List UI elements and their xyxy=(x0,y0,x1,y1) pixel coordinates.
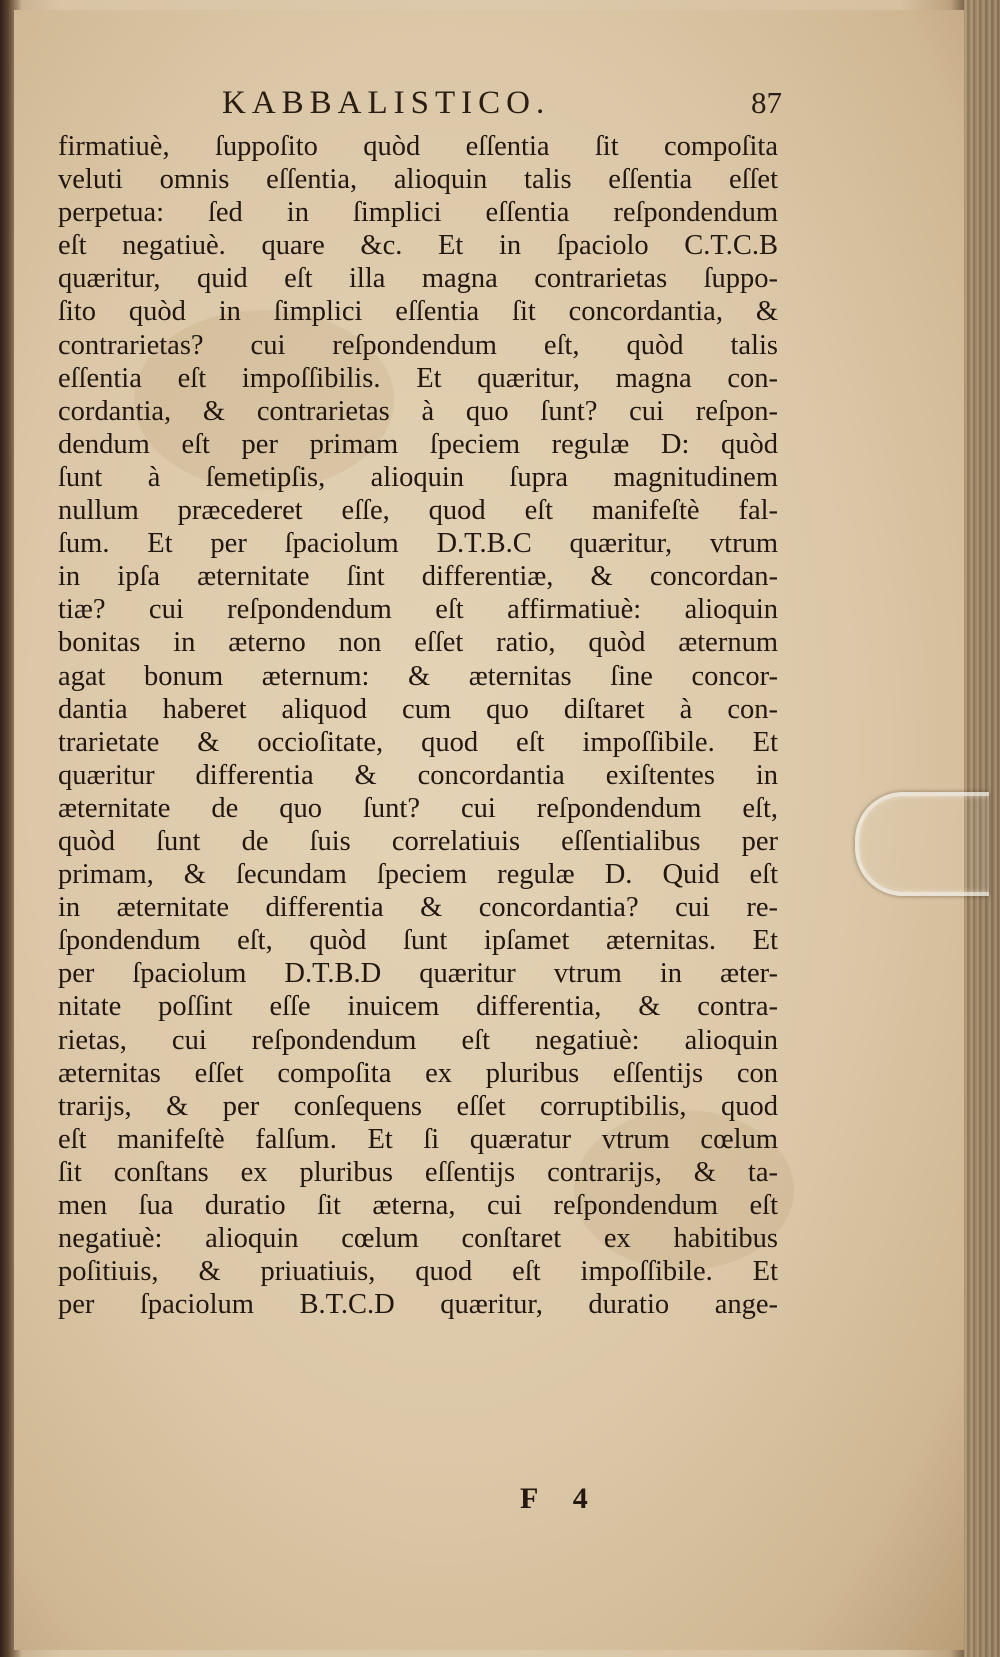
text-line: ſpondendum eſt, quòd ſunt ipſamet æternitas. Et xyxy=(58,925,778,957)
text-line: tiæ? cui reſpondendum eſt affirmatiuè: alioquin xyxy=(58,594,778,626)
text-line: quòd ſunt de ſuis correlatiuis eſſentialibus per xyxy=(58,825,778,857)
text-line: nullum præcederet eſſe, quod eſt manifeſtè fal- xyxy=(58,495,778,527)
page-header xyxy=(222,85,782,129)
text-line: poſitiuis, & priuatiuis, quod eſt impoſſibile. Et xyxy=(58,1256,778,1288)
text-line: eſſentia eſt impoſſibilis. Et quæritur, magna con- xyxy=(58,362,778,394)
text-line: bonitas in æterno non eſſet ratio, quòd æternum xyxy=(58,627,778,659)
text-line: dendum eſt per primam ſpeciem regulæ D: quòd xyxy=(58,428,778,460)
text-line: negatiuè: alioquin cœlum conſtaret ex habitibus xyxy=(58,1223,778,1255)
text-line: primam, & ſecundam ſpeciem regulæ D. Quid eſt xyxy=(58,859,778,891)
text-line: cordantia, & contrarietas à quo ſunt? cui reſpon- xyxy=(58,395,778,427)
text-line: contrarietas? cui reſpondendum eſt, quòd talis xyxy=(58,329,778,361)
page-number: 87 xyxy=(751,85,782,120)
text-line: dantia haberet aliquod cum quo diſtaret à con- xyxy=(58,693,778,725)
text-line: per ſpaciolum D.T.B.D quæritur vtrum in æter- xyxy=(58,958,778,990)
text-line: nitate poſſint eſſe inuicem differentia, & contra- xyxy=(58,991,778,1023)
text-line: perpetua: ſed in ſimplici eſſentia reſpondendum xyxy=(58,197,778,229)
text-line: ſito quòd in ſimplici eſſentia ſit concordantia, & xyxy=(58,296,778,328)
text-line: per ſpaciolum B.T.C.D quæritur, duratio ange- xyxy=(58,1289,778,1321)
text-line: ſunt à ſemetipſis, alioquin ſupra magnitudinem xyxy=(58,461,778,493)
text-line: ſum. Et per ſpaciolum D.T.B.C quæritur, vtrum xyxy=(58,528,778,560)
text-line: in æternitate differentia & concordantia? cui re- xyxy=(58,892,778,924)
text-line: æternitate de quo ſunt? cui reſpondendum eſt, xyxy=(58,792,778,824)
text-line: veluti omnis eſſentia, alioquin talis eſſentia eſſet xyxy=(58,164,778,196)
text-line: eſt negatiuè. quare &c. Et in ſpaciolo C.T.C.B xyxy=(58,230,778,262)
text-line: eſt manifeſtè falſum. Et ſi quæratur vtrum cœlum xyxy=(58,1123,778,1155)
page-clip xyxy=(855,792,989,896)
text-line: trarijs, & per conſequens eſſet corruptibilis, quod xyxy=(58,1090,778,1122)
text-line: agat bonum æternum: & æternitas ſine concor- xyxy=(58,660,778,692)
text-line: in ipſa æternitate ſint differentiæ, & concordan- xyxy=(58,561,778,593)
text-line: trarietate & occioſitate, quod eſt impoſſibile. Et xyxy=(58,726,778,758)
text-line: æternitas eſſet compoſita ex pluribus eſſentijs con xyxy=(58,1057,778,1089)
text-line: rietas, cui reſpondendum eſt negatiuè: alioquin xyxy=(58,1024,778,1056)
signature-mark: F 4 xyxy=(520,1482,602,1515)
text-line: ſit conſtans ex pluribus eſſentijs contrarijs, & ta- xyxy=(58,1156,778,1188)
running-title: KABBALISTICO. xyxy=(222,85,551,121)
text-line: quæritur, quid eſt illa magna contrarietas ſuppo- xyxy=(58,263,778,295)
body-text xyxy=(58,130,778,1321)
text-line: quæritur differentia & concordantia exiſtentes in xyxy=(58,759,778,791)
text-line: firmatiuè, ſuppoſito quòd eſſentia ſit compoſita xyxy=(58,131,778,162)
text-line: men ſua duratio ſit æterna, cui reſpondendum eſt xyxy=(58,1190,778,1221)
